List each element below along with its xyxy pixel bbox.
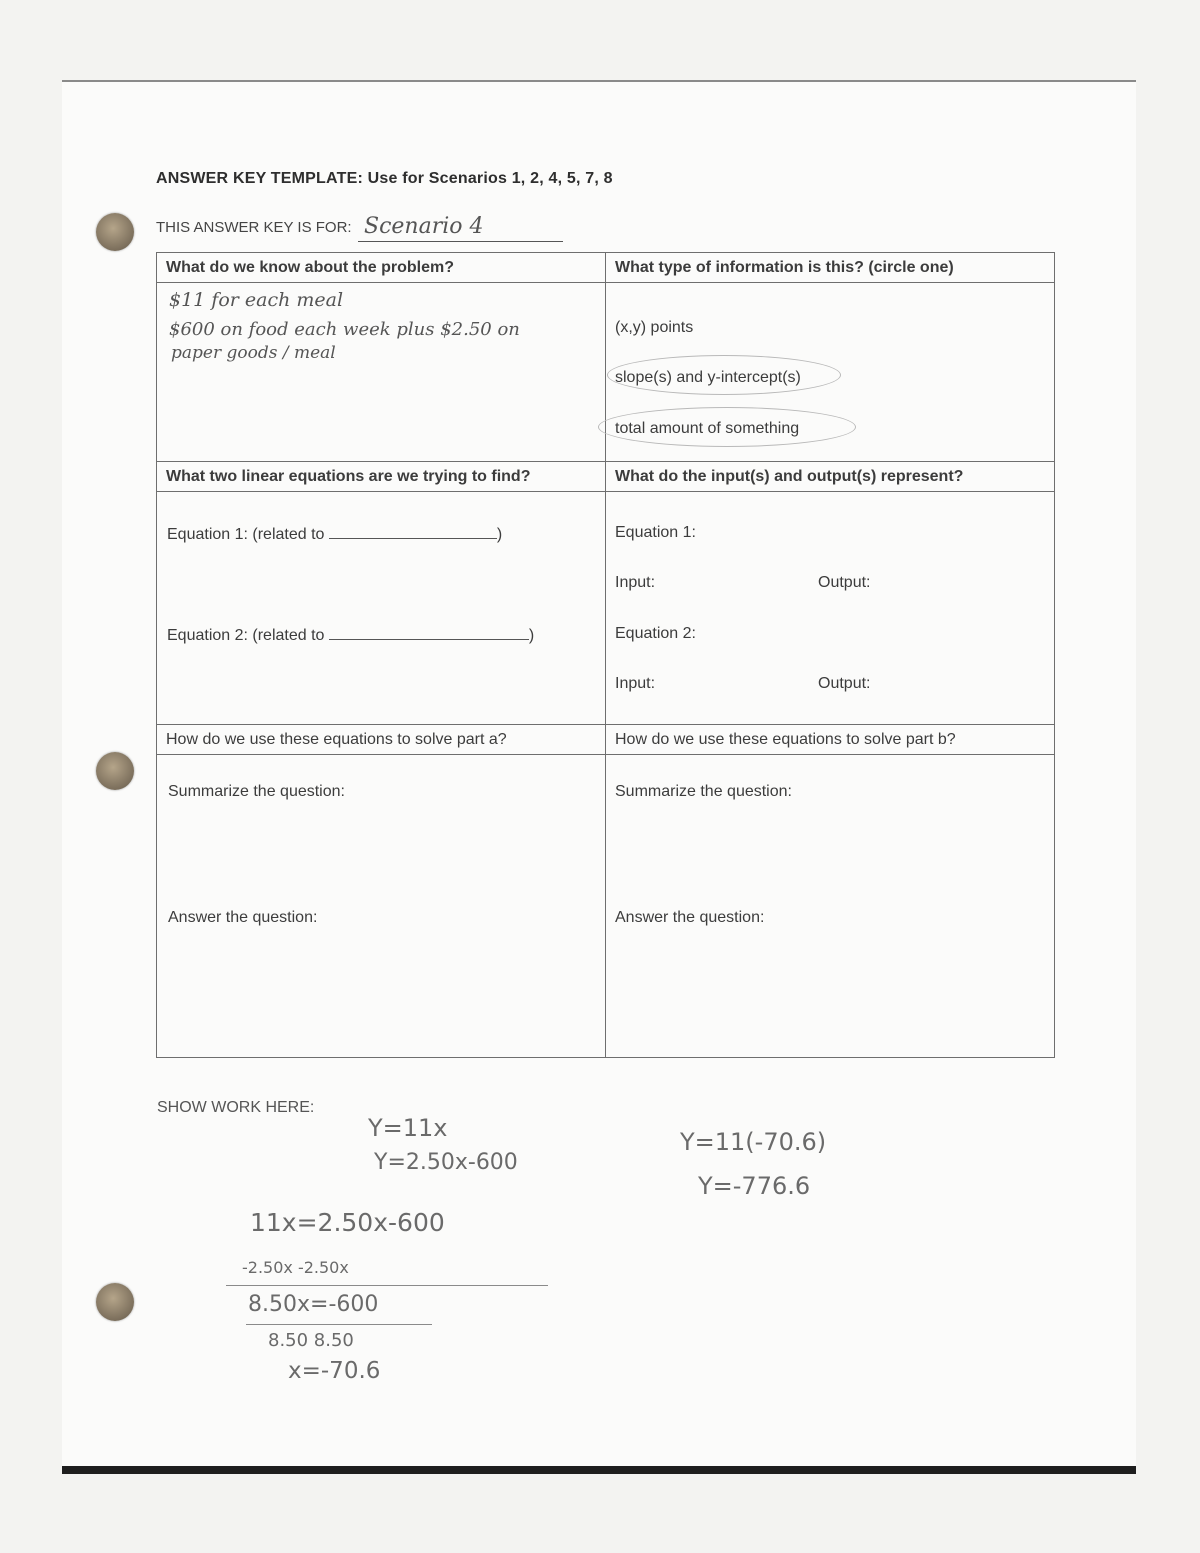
equations-header: What two linear equations are we trying to find? xyxy=(157,462,606,492)
equation-1-paren: ) xyxy=(496,526,503,543)
part-b-summarize: Summarize the question: xyxy=(615,783,792,800)
answer-key-for-underline xyxy=(358,241,563,242)
io-input-1: Input: xyxy=(615,574,656,591)
io-cell xyxy=(606,492,1055,725)
answer-key-for-value: Scenario 4 xyxy=(364,214,484,239)
equation-2-paren: ) xyxy=(528,627,535,644)
equation-2-label: Equation 2: (related to xyxy=(167,627,325,644)
answer-key-for-label: THIS ANSWER KEY IS FOR: xyxy=(156,219,352,236)
scan-edge xyxy=(62,1466,1136,1474)
work-equation-2: Y=2.50x-600 xyxy=(374,1150,518,1175)
equation-1-blank xyxy=(329,524,497,539)
part-b-cell xyxy=(606,755,1055,1058)
io-header: What do the input(s) and output(s) represent? xyxy=(606,462,1055,492)
io-input-2: Input: xyxy=(615,675,656,692)
know-cell xyxy=(157,283,606,462)
answer-key-table xyxy=(156,252,1055,1058)
part-a-summarize: Summarize the question: xyxy=(168,783,345,800)
solve-fraction-bar xyxy=(246,1324,432,1325)
io-equation-2: Equation 2: xyxy=(615,625,696,642)
io-output-2: Output: xyxy=(818,675,871,692)
type-cell xyxy=(606,283,1055,462)
know-line-1: $11 for each meal xyxy=(169,289,344,311)
part-a-header: How do we use these equations to solve part a? xyxy=(157,725,606,755)
know-line-3: paper goods / meal xyxy=(171,343,336,363)
solve-step-2: -2.50x -2.50x xyxy=(242,1258,349,1277)
part-a-cell xyxy=(157,755,606,1058)
equations-cell xyxy=(157,492,606,725)
solve-step-4: 8.50 8.50 xyxy=(268,1330,354,1351)
type-option-slope: slope(s) and y-intercept(s) xyxy=(615,369,801,386)
equation-2-blank xyxy=(329,625,529,640)
punch-hole-middle xyxy=(96,752,134,790)
equation-1-label: Equation 1: (related to xyxy=(167,526,325,543)
know-header: What do we know about the problem? xyxy=(157,253,606,283)
page-title: ANSWER KEY TEMPLATE: Use for Scenarios 1, 2, 4, 5, 7, 8 xyxy=(156,170,613,187)
substitute-step-2: Y=-776.6 xyxy=(698,1172,811,1200)
part-a-answer: Answer the question: xyxy=(168,909,318,926)
work-equation-1: Y=11x xyxy=(368,1114,448,1142)
punch-hole-bottom xyxy=(96,1283,134,1321)
solve-step-5: x=-70.6 xyxy=(288,1358,381,1384)
substitute-step-1: Y=11(-70.6) xyxy=(680,1128,827,1156)
solve-step-1: 11x=2.50x-600 xyxy=(250,1208,445,1237)
know-line-2: $600 on food each week plus $2.50 on xyxy=(169,319,520,340)
equation-2-row xyxy=(167,625,534,645)
solve-rule xyxy=(226,1285,548,1286)
io-equation-1: Equation 1: xyxy=(615,524,696,541)
solve-step-3: 8.50x=-600 xyxy=(248,1292,379,1317)
punch-hole-top xyxy=(96,213,134,251)
equation-1-row xyxy=(167,524,502,544)
type-option-points: (x,y) points xyxy=(615,319,694,336)
part-b-answer: Answer the question: xyxy=(615,909,765,926)
part-b-header: How do we use these equations to solve part b? xyxy=(606,725,1055,755)
show-work-label: SHOW WORK HERE: xyxy=(157,1099,315,1116)
type-header: What type of information is this? (circle one) xyxy=(606,253,1055,283)
type-option-total: total amount of something xyxy=(615,420,800,437)
io-output-1: Output: xyxy=(818,574,871,591)
